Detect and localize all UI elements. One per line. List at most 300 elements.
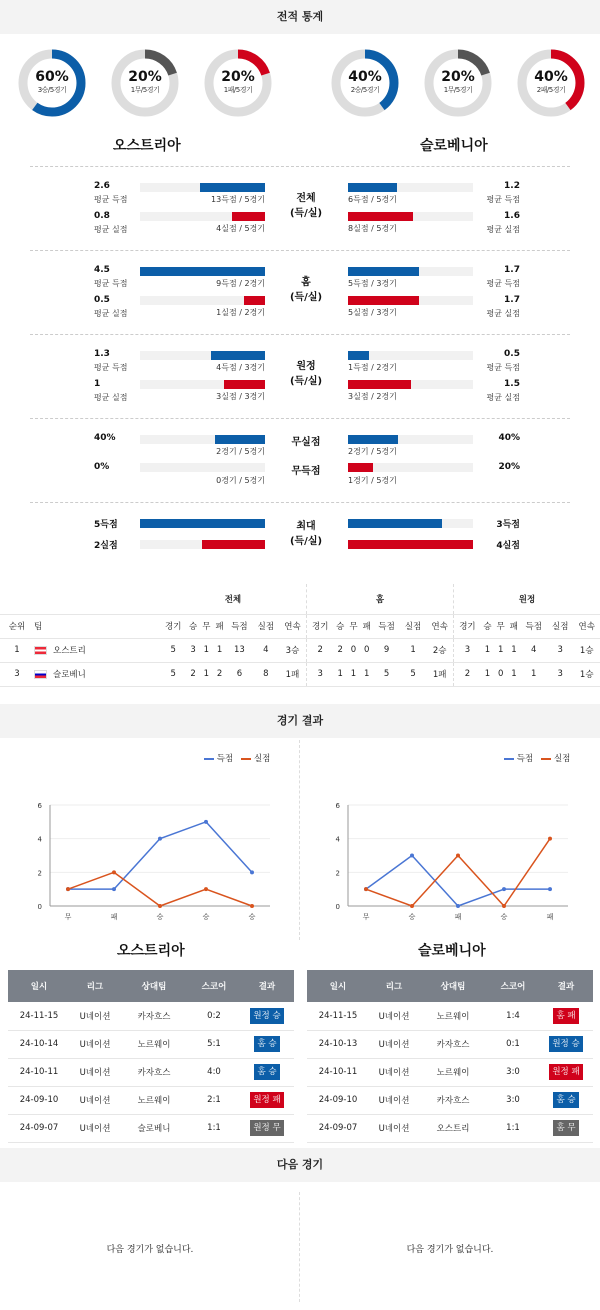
results-league: U네이션 (369, 1114, 419, 1142)
away-against-caption: 8실점 / 5경기 (348, 224, 397, 233)
y-tick-label: 0 (335, 903, 340, 911)
x-tick-label: 패 (110, 913, 118, 921)
away-against-value: 1.7 (504, 295, 520, 305)
results-col-header: 상대팀 (419, 970, 487, 1002)
results-header-row (8, 970, 294, 1002)
results-league: U네이션 (369, 1086, 419, 1114)
donut-record: 1무/5경기 (130, 86, 160, 94)
standings-cell: 1 (203, 669, 210, 679)
standings-spacer (0, 584, 34, 614)
results-score: 2:1 (188, 1086, 240, 1114)
x-tick-label: 패 (546, 913, 554, 921)
standings-col-header: 무 (496, 622, 505, 632)
results-result-cell (539, 1058, 593, 1086)
home-against-caption: 3실점 / 3경기 (216, 392, 265, 401)
series-line (366, 856, 550, 907)
divider (30, 334, 570, 335)
results-result-cell (240, 1114, 294, 1142)
stat-label: 무득점 (291, 466, 321, 477)
legend-against-swatch (541, 758, 551, 760)
standings-cell: 3 (190, 645, 196, 655)
standings-cell: 1 (350, 669, 357, 679)
standings-table (0, 584, 600, 687)
away-results-chart (318, 790, 588, 925)
divider (30, 502, 570, 503)
away-for-caption: 5득점 / 3경기 (348, 279, 397, 288)
standings-cell: 1승 (579, 646, 594, 656)
x-tick-label: 승 (156, 913, 164, 921)
results-col-header: 리그 (70, 970, 120, 1002)
standings-cell: 1패 (432, 670, 447, 680)
results-date: 24-09-10 (307, 1086, 369, 1114)
away-against-bar (348, 296, 419, 305)
standings-cell: 1 (484, 669, 491, 679)
data-point (548, 837, 552, 841)
table-row[interactable] (307, 1002, 593, 1030)
next-divider (299, 1192, 300, 1302)
home-for-bar (140, 267, 265, 276)
standings-cell: 1 (511, 645, 517, 655)
standings-cell: 5 (383, 669, 390, 679)
data-point (548, 887, 552, 891)
stat-label: 최대 (296, 521, 316, 532)
results-date: 24-10-13 (307, 1030, 369, 1058)
result-badge: 원정 패 (549, 1064, 582, 1080)
section-header-record: 전적 통계 (0, 0, 600, 34)
results-col-header: 일시 (8, 970, 70, 1002)
standings-col-header: 연속 (284, 622, 301, 632)
donut-record: 1무/5경기 (443, 86, 473, 94)
home-max-against-value: 2실점 (94, 541, 118, 551)
result-badge: 홈 승 (254, 1064, 279, 1080)
standings-cell: 3승 (285, 646, 300, 656)
results-result-cell (240, 1030, 294, 1058)
results-result-cell (240, 1058, 294, 1086)
away-max-against-value: 4실점 (496, 541, 520, 551)
data-point (410, 904, 414, 908)
legend-home (204, 752, 270, 764)
home-for-value: 4.5 (94, 265, 110, 275)
results-opp: 노르웨이 (120, 1086, 188, 1114)
stat-sublabel: (득/실) (289, 536, 323, 547)
stat-sublabel: (득/실) (289, 292, 323, 303)
standings-col-header: 무 (349, 622, 358, 632)
results-date: 24-11-15 (8, 1002, 70, 1030)
results-league: U네이션 (369, 1030, 419, 1058)
standings-col-header: 경기 (306, 614, 333, 638)
standings-cell: 4 (531, 645, 537, 655)
divider (30, 166, 570, 167)
result-badge: 원정 패 (250, 1092, 283, 1108)
group-total: 전체 (224, 594, 242, 605)
standings-cell: 1 (364, 669, 370, 679)
home-failed-score-bar-track (140, 463, 265, 472)
results-col-header: 스코어 (188, 970, 240, 1002)
legend-against-swatch (241, 758, 251, 760)
results-col-header: 상대팀 (120, 970, 188, 1002)
home-against-caption: 1실점 / 2경기 (216, 308, 265, 317)
standings-header-row (0, 614, 600, 638)
standings-col-header: 득점 (231, 622, 248, 632)
standings-col-header: 경기 (165, 622, 182, 632)
standings-cell: 13 (233, 645, 245, 655)
away-against-bar (348, 380, 411, 389)
away-failed-score-value: 20% (498, 462, 520, 472)
standings-cell: 2 (190, 669, 196, 679)
home-against-caption: 4실점 / 5경기 (216, 224, 265, 233)
data-point (66, 887, 70, 891)
standings-cell: 3 (306, 662, 333, 686)
results-col-header: 스코어 (487, 970, 539, 1002)
legend-against-label: 실점 (553, 754, 571, 764)
result-badge: 원정 무 (250, 1120, 283, 1136)
donut-percent: 20% (221, 69, 255, 85)
results-opp: 노르웨이 (419, 1002, 487, 1030)
away-clean-sheet-caption: 2경기 / 5경기 (348, 447, 397, 456)
away-next-message: 다음 경기가 없습니다. (406, 1245, 494, 1255)
home-against-value: 0.8 (94, 211, 110, 221)
result-badge: 원정 승 (549, 1036, 582, 1052)
table-row[interactable] (8, 1030, 294, 1058)
standings-col-header: 패 (509, 622, 518, 632)
standings-team-name: 슬로베니 (53, 670, 86, 680)
standings-col-header: 승 (336, 622, 345, 632)
away-for-label: 평균 득점 (486, 279, 520, 288)
standings-cell: 4 (263, 645, 269, 655)
data-point (502, 887, 506, 891)
standings-col-header: 승 (483, 622, 492, 632)
standings-col-header: 실점 (257, 622, 275, 632)
results-opp: 오스트리 (419, 1114, 487, 1142)
donut-label (203, 69, 273, 95)
standings-col-header: 패 (215, 622, 224, 632)
results-league: U네이션 (70, 1086, 120, 1114)
standings-cell: 5 (410, 669, 416, 679)
home-for-label: 평균 득점 (94, 195, 128, 204)
away-for-caption: 1득점 / 2경기 (348, 363, 397, 372)
result-badge: 원정 승 (250, 1008, 283, 1024)
y-tick-label: 6 (335, 802, 340, 810)
results-score: 0:2 (188, 1002, 240, 1030)
donut-label (516, 69, 586, 95)
chart-divider (299, 740, 300, 940)
results-opp: 카자흐스 (419, 1086, 487, 1114)
home-against-value: 0.5 (94, 295, 110, 305)
away-failed-score-bar (348, 463, 373, 472)
donut-label (110, 69, 180, 95)
home-for-caption: 13득점 / 5경기 (211, 195, 265, 204)
standings-cell: 2 (454, 662, 481, 686)
results-date: 24-09-10 (8, 1086, 70, 1114)
standings-cell: 1 (216, 645, 223, 655)
x-tick-label: 승 (248, 913, 256, 921)
home-for-caption: 9득점 / 2경기 (216, 279, 265, 288)
standings-col-header: 득점 (525, 622, 542, 632)
donut-record: 1패/5경기 (223, 86, 253, 94)
away-against-caption: 3실점 / 2경기 (348, 392, 397, 401)
results-opp: 노르웨이 (120, 1030, 188, 1058)
home-for-value: 2.6 (94, 181, 110, 191)
standings-cell: 1 (531, 669, 537, 679)
table-row[interactable] (307, 1058, 593, 1086)
results-score: 4:0 (188, 1058, 240, 1086)
standings-cell: 1 (484, 645, 491, 655)
results-league: U네이션 (369, 1058, 419, 1086)
standings-col-header: 연속 (578, 622, 595, 632)
away-against-label: 평균 실점 (486, 225, 520, 234)
results-col-header: 리그 (369, 970, 419, 1002)
data-point (158, 837, 162, 841)
x-tick-label: 승 (202, 913, 210, 921)
legend-for-label: 득점 (216, 754, 234, 764)
slovenia-flag-icon (34, 670, 47, 679)
home-against-bar (232, 212, 265, 221)
y-tick-label: 2 (335, 869, 340, 878)
result-badge: 홈 승 (254, 1036, 279, 1052)
results-header-row (307, 970, 593, 1002)
results-col-header: 결과 (539, 970, 593, 1002)
home-for-bar (200, 183, 265, 192)
y-tick-label: 0 (37, 903, 42, 911)
data-point (250, 904, 254, 908)
results-col-header: 결과 (240, 970, 294, 1002)
results-date: 24-10-11 (307, 1058, 369, 1086)
donut-percent: 60% (35, 69, 69, 85)
donut-label (330, 69, 400, 95)
data-point (364, 887, 368, 891)
home-team-title: 오스트리아 (113, 138, 181, 154)
standings-cell: 2 (337, 645, 343, 655)
away-against-value: 1.6 (504, 211, 520, 221)
results-score: 3:0 (487, 1058, 539, 1086)
home-against-label: 평균 실점 (94, 393, 128, 402)
results-opp: 카자흐스 (120, 1058, 188, 1086)
standings-cell: 9 (383, 645, 390, 655)
group-home: 홈 (306, 584, 453, 614)
away-for-value: 0.5 (504, 349, 520, 359)
standings-col-header: 팀 (34, 622, 43, 632)
standings-cell: 3 (454, 638, 481, 662)
legend-for-swatch (204, 758, 214, 760)
results-league: U네이션 (70, 1058, 120, 1086)
donut-label (423, 69, 493, 95)
legend-for-label: 득점 (516, 754, 534, 764)
home-against-bar (224, 380, 265, 389)
stat-sublabel: (득/실) (289, 376, 323, 387)
table-row[interactable] (307, 1030, 593, 1058)
standings-cell: 8 (263, 669, 269, 679)
away-team-title-results: 슬로베니아 (418, 943, 486, 959)
standings-cell: 3 (557, 645, 563, 655)
away-for-value: 1.2 (504, 181, 520, 191)
standings-rank: 1 (14, 645, 20, 655)
results-result-cell (240, 1002, 294, 1030)
standings-col-header: 득점 (378, 622, 395, 632)
legend-for-swatch (504, 758, 514, 760)
away-clean-sheet-bar (348, 435, 398, 444)
standings-spacer (34, 584, 160, 614)
stat-label: 전체 (296, 193, 316, 204)
home-team-title-results: 오스트리아 (117, 943, 185, 959)
home-results-table (8, 970, 294, 1143)
home-against-label: 평균 실점 (94, 309, 128, 318)
section-header-results: 경기 결과 (0, 704, 600, 738)
standings-cell: 1 (497, 645, 504, 655)
results-result-cell (240, 1086, 294, 1114)
divider (30, 418, 570, 419)
results-result-cell (539, 1086, 593, 1114)
data-point (112, 870, 116, 874)
standings-col-header: 패 (362, 622, 371, 632)
standings-cell: 0 (364, 645, 370, 655)
standings-row (0, 638, 600, 662)
standings-col-header: 승 (188, 622, 198, 632)
table-row[interactable] (8, 1002, 294, 1030)
away-for-bar (348, 267, 419, 276)
results-result-cell (539, 1030, 593, 1058)
standings-team[interactable] (34, 638, 160, 662)
home-for-caption: 4득점 / 3경기 (216, 363, 265, 372)
results-result-cell (539, 1002, 593, 1030)
away-for-value: 1.7 (504, 265, 520, 275)
table-row[interactable] (8, 1058, 294, 1086)
stat-sublabel: (득/실) (289, 208, 323, 219)
home-for-label: 평균 득점 (94, 363, 128, 372)
away-for-label: 평균 득점 (486, 195, 520, 204)
x-tick-label: 승 (408, 913, 416, 921)
standings-col-header: 무 (202, 622, 211, 632)
away-for-caption: 6득점 / 5경기 (348, 195, 397, 204)
home-next-message: 다음 경기가 없습니다. (106, 1245, 194, 1255)
away-clean-sheet-value: 40% (498, 433, 520, 443)
data-point (112, 887, 116, 891)
result-badge: 홈 패 (553, 1008, 578, 1024)
away-failed-score-caption: 1경기 / 5경기 (348, 476, 397, 485)
away-results-table (307, 970, 593, 1143)
standings-cell: 5 (170, 645, 176, 655)
results-score: 5:1 (188, 1030, 240, 1058)
results-score: 1:1 (188, 1114, 240, 1142)
home-against-label: 평균 실점 (94, 225, 128, 234)
result-badge: 홈 무 (553, 1120, 578, 1136)
home-failed-score-caption: 0경기 / 5경기 (216, 476, 265, 485)
standings-team[interactable] (34, 662, 160, 686)
results-col-header: 일시 (307, 970, 369, 1002)
section-header-next: 다음 경기 (0, 1148, 600, 1182)
data-point (456, 854, 460, 858)
results-opp: 슬로베니 (120, 1114, 188, 1142)
y-tick-label: 6 (37, 802, 42, 810)
away-max-for-bar (348, 519, 442, 528)
away-for-bar (348, 351, 369, 360)
table-row[interactable] (307, 1114, 593, 1142)
standings-col-header: 실점 (552, 622, 569, 632)
standings-cell: 1 (203, 645, 210, 655)
home-max-against-bar (202, 540, 265, 549)
results-opp: 카자흐스 (120, 1002, 188, 1030)
stat-label: 홈 (301, 277, 311, 288)
results-league: U네이션 (70, 1114, 120, 1142)
x-tick-label: 무 (64, 913, 72, 921)
standings-cell: 1 (511, 669, 517, 679)
away-against-bar (348, 212, 413, 221)
x-tick-label: 무 (362, 913, 370, 921)
data-point (502, 904, 506, 908)
data-point (410, 854, 414, 858)
donut-record: 2패/5경기 (536, 86, 566, 94)
standings-cell: 1 (410, 645, 416, 655)
results-score: 1:4 (487, 1002, 539, 1030)
home-against-bar (244, 296, 265, 305)
donut-label (17, 69, 87, 95)
donut-percent: 40% (348, 69, 382, 85)
standings-cell: 2 (216, 669, 223, 679)
x-tick-label: 승 (500, 913, 508, 921)
standings-team-name: 오스트리 (53, 646, 86, 656)
results-date: 24-10-14 (8, 1030, 70, 1058)
results-score: 3:0 (487, 1086, 539, 1114)
away-for-label: 평균 득점 (486, 363, 520, 372)
home-results-chart (20, 790, 290, 925)
donut-record: 3승/5경기 (37, 86, 67, 94)
table-row[interactable] (307, 1086, 593, 1114)
legend-against-label: 실점 (253, 754, 271, 764)
results-date: 24-09-07 (307, 1114, 369, 1142)
donut-record: 2승/5경기 (350, 86, 380, 94)
stat-label: 무실점 (291, 437, 321, 448)
standings-col-header: 순위 (8, 622, 26, 632)
results-opp: 노르웨이 (419, 1058, 487, 1086)
away-for-bar (348, 183, 397, 192)
standings-cell: 1승 (579, 670, 594, 680)
away-against-caption: 5실점 / 3경기 (348, 308, 397, 317)
home-max-for-bar (140, 519, 265, 528)
data-point (204, 887, 208, 891)
table-row[interactable] (8, 1086, 294, 1114)
results-date: 24-09-07 (8, 1114, 70, 1142)
table-row[interactable] (8, 1114, 294, 1142)
standings-col-header: 연속 (431, 622, 448, 632)
standings-cell: 0 (497, 669, 504, 679)
results-date: 24-11-15 (307, 1002, 369, 1030)
y-tick-label: 4 (37, 835, 42, 844)
results-league: U네이션 (70, 1002, 120, 1030)
standings-cell: 2승 (432, 646, 447, 656)
results-league: U네이션 (369, 1002, 419, 1030)
standings-row (0, 662, 600, 686)
divider (30, 250, 570, 251)
standings-col-header: 경기 (454, 614, 481, 638)
home-max-for-value: 5득점 (94, 520, 118, 530)
standings-cell: 1패 (285, 670, 300, 680)
home-for-value: 1.3 (94, 349, 110, 359)
home-clean-sheet-caption: 2경기 / 5경기 (216, 447, 265, 456)
standings-cell: 2 (306, 638, 333, 662)
y-tick-label: 2 (37, 869, 42, 878)
standings-cell: 6 (236, 669, 243, 679)
results-score: 1:1 (487, 1114, 539, 1142)
standings-cell: 0 (350, 645, 357, 655)
donut-percent: 20% (128, 69, 162, 85)
home-against-value: 1 (94, 379, 101, 389)
data-point (204, 820, 208, 824)
away-team-title: 슬로베니아 (420, 138, 488, 154)
result-badge: 홈 승 (553, 1092, 578, 1108)
home-for-bar (211, 351, 265, 360)
donut-percent: 40% (534, 69, 568, 85)
standings-cell: 3 (557, 669, 563, 679)
standings-col-header: 실점 (404, 622, 422, 632)
